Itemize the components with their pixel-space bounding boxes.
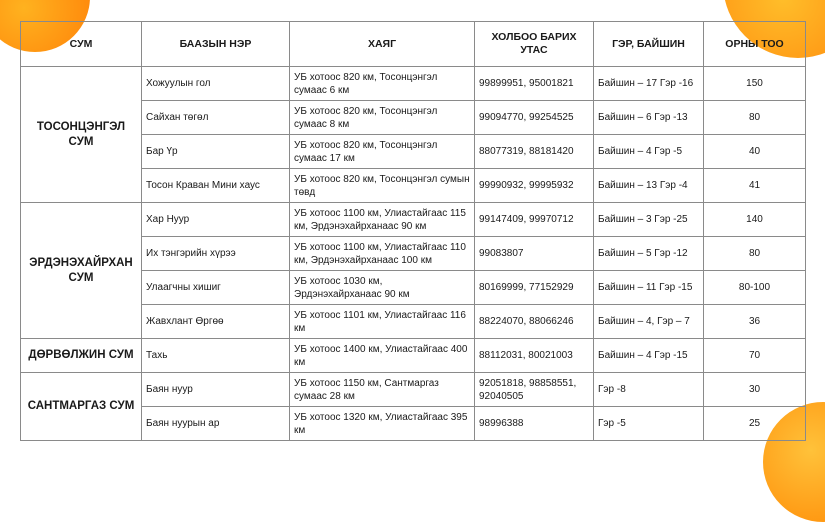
cell-base-name: Их тэнгэрийн хүрээ xyxy=(142,237,290,271)
cell-phone: 88112031, 80021003 xyxy=(475,339,594,373)
table-row xyxy=(21,203,806,237)
cell-base-name: Бар Үр xyxy=(142,135,290,169)
cell-phone: 88077319, 88181420 xyxy=(475,135,594,169)
cell-ger-house: Байшин – 4, Гэр – 7 xyxy=(594,305,704,339)
cell-beds: 41 xyxy=(704,169,806,203)
header-phone: ХОЛБОО БАРИХ УТАС xyxy=(475,22,594,67)
header-row xyxy=(21,22,806,67)
cell-base-name: Жавхлант Өргөө xyxy=(142,305,290,339)
cell-address: УБ хотоос 820 км, Тосонцэнгэл сумаас 6 км xyxy=(290,67,475,101)
cell-beds: 40 xyxy=(704,135,806,169)
cell-beds: 80 xyxy=(704,237,806,271)
cell-phone: 99147409, 99970712 xyxy=(475,203,594,237)
cell-beds: 140 xyxy=(704,203,806,237)
cell-phone: 88224070, 88066246 xyxy=(475,305,594,339)
cell-phone: 80169999, 77152929 xyxy=(475,271,594,305)
camps-table xyxy=(20,21,806,441)
cell-beds: 80-100 xyxy=(704,271,806,305)
cell-address: УБ хотоос 820 км, Тосонцэнгэл сумаас 8 км xyxy=(290,101,475,135)
table-row xyxy=(21,339,806,373)
header-base-name: БААЗЫН НЭР xyxy=(142,22,290,67)
cell-address: УБ хотоос 1100 км, Улиастайгаас 110 км, Эрдэнэхайрханаас 100 км xyxy=(290,237,475,271)
cell-base-name: Баян нуурын ар xyxy=(142,407,290,441)
cell-beds: 30 xyxy=(704,373,806,407)
cell-address: УБ хотоос 1320 км, Улиастайгаас 395 км xyxy=(290,407,475,441)
cell-sum: САНТМАРГАЗ СУМ xyxy=(21,373,142,441)
cell-base-name: Тахь xyxy=(142,339,290,373)
cell-address: УБ хотоос 1150 км, Сантмаргаз сумаас 28 км xyxy=(290,373,475,407)
cell-phone: 99083807 xyxy=(475,237,594,271)
cell-sum: ТОСОНЦЭНГЭЛ СУМ xyxy=(21,67,142,203)
cell-base-name: Сайхан төгөл xyxy=(142,101,290,135)
cell-phone: 99899951, 95001821 xyxy=(475,67,594,101)
cell-base-name: Улаагчны хишиг xyxy=(142,271,290,305)
cell-phone: 99094770, 99254525 xyxy=(475,101,594,135)
cell-ger-house: Байшин – 4 Гэр -15 xyxy=(594,339,704,373)
cell-phone: 92051818, 98858551, 92040505 xyxy=(475,373,594,407)
cell-sum: ЭРДЭНЭХАЙРХАН СУМ xyxy=(21,203,142,339)
cell-ger-house: Байшин – 6 Гэр -13 xyxy=(594,101,704,135)
cell-beds: 80 xyxy=(704,101,806,135)
cell-base-name: Хожуулын гол xyxy=(142,67,290,101)
cell-ger-house: Байшин – 11 Гэр -15 xyxy=(594,271,704,305)
cell-ger-house: Байшин – 5 Гэр -12 xyxy=(594,237,704,271)
cell-base-name: Хар Нуур xyxy=(142,203,290,237)
cell-address: УБ хотоос 1100 км, Улиастайгаас 115 км, Эрдэнэхайрханаас 90 км xyxy=(290,203,475,237)
cell-address: УБ хотоос 820 км, Тосонцэнгэл сумын төвд xyxy=(290,169,475,203)
table-row xyxy=(21,67,806,101)
table-body xyxy=(21,67,806,441)
cell-beds: 36 xyxy=(704,305,806,339)
header-beds: ОРНЫ ТОО xyxy=(704,22,806,67)
cell-beds: 150 xyxy=(704,67,806,101)
table-row xyxy=(21,373,806,407)
cell-sum: ДӨРВӨЛЖИН СУМ xyxy=(21,339,142,373)
cell-ger-house: Байшин – 17 Гэр -16 xyxy=(594,67,704,101)
cell-beds: 25 xyxy=(704,407,806,441)
cell-ger-house: Байшин – 13 Гэр -4 xyxy=(594,169,704,203)
cell-address: УБ хотоос 820 км, Тосонцэнгэл сумаас 17 км xyxy=(290,135,475,169)
cell-base-name: Баян нуур xyxy=(142,373,290,407)
cell-ger-house: Байшин – 3 Гэр -25 xyxy=(594,203,704,237)
cell-address: УБ хотоос 1101 км, Улиастайгаас 116 км xyxy=(290,305,475,339)
cell-beds: 70 xyxy=(704,339,806,373)
cell-ger-house: Байшин – 4 Гэр -5 xyxy=(594,135,704,169)
header-address: ХАЯГ xyxy=(290,22,475,67)
header-ger-house: ГЭР, БАЙШИН xyxy=(594,22,704,67)
cell-phone: 99990932, 99995932 xyxy=(475,169,594,203)
cell-address: УБ хотоос 1030 км, Эрдэнэхайрханаас 90 км xyxy=(290,271,475,305)
cell-address: УБ хотоос 1400 км, Улиастайгаас 400 км xyxy=(290,339,475,373)
header-sum: СУМ xyxy=(21,22,142,67)
cell-ger-house: Гэр -8 xyxy=(594,373,704,407)
cell-base-name: Тосон Краван Мини хаус xyxy=(142,169,290,203)
cell-phone: 98996388 xyxy=(475,407,594,441)
cell-ger-house: Гэр -5 xyxy=(594,407,704,441)
